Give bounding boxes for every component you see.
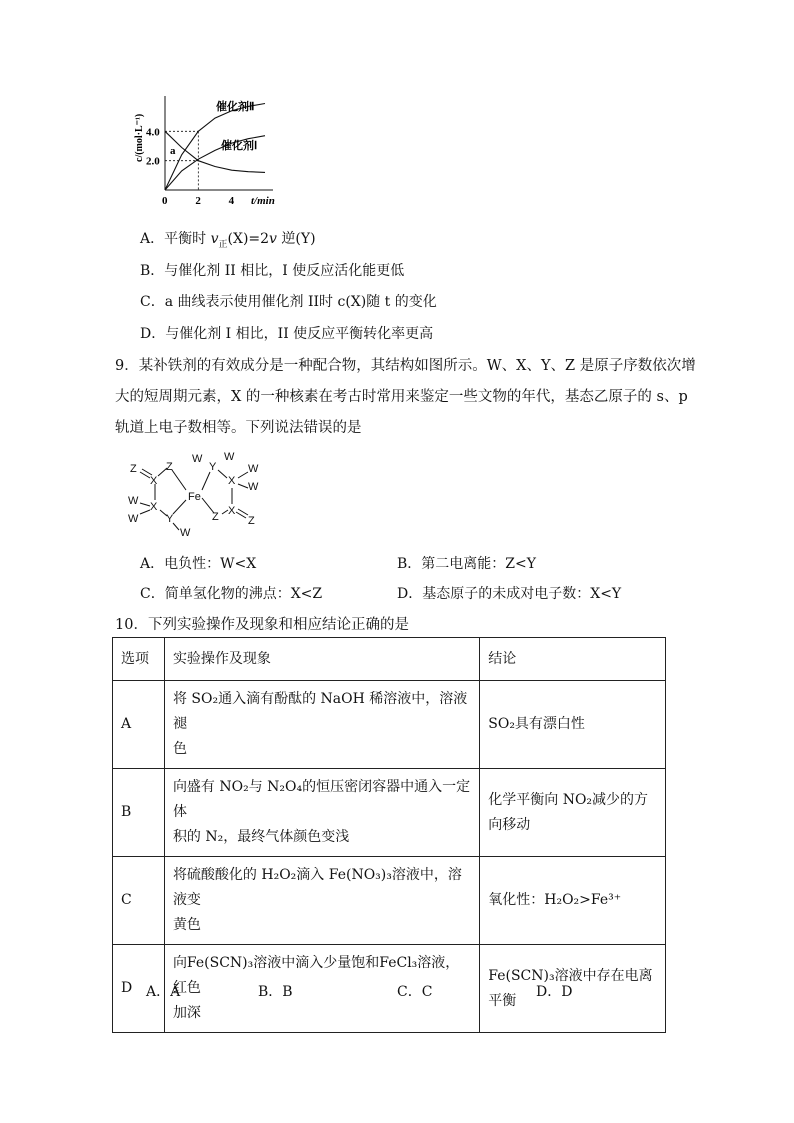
q9-option-b: B．第二电离能：Z<Y	[397, 556, 536, 572]
atom-w-7: W	[180, 527, 191, 538]
q9-option-d: D．基态原子的未成对电子数：X<Y	[397, 586, 622, 602]
atom-w-6: W	[128, 513, 139, 525]
q9-stem-line-3: 轨道上电子数相等。下列说法错误的是	[115, 420, 362, 436]
atom-z-1: Z	[130, 463, 137, 475]
q10-option-b: B．B	[258, 984, 293, 1000]
atom-y-2: Y	[166, 513, 174, 525]
q8-option-c: C．a 曲线表示使用催化剂 II时 c(X)随 t 的变化	[140, 294, 437, 310]
q9-option-a: A．电负性：W<X	[140, 556, 257, 572]
row-a-operation: 将 SO₂通入滴有酚酞的 NaOH 稀溶液中，溶液褪 色	[164, 681, 479, 769]
row-d-operation: 向Fe(SCN)₃溶液中滴入少量饱和FeCl₃溶液，红色 加深	[164, 945, 479, 1033]
row-b-conclusion: 化学平衡向 NO₂减少的方 向移动	[480, 769, 666, 857]
header-conclusion: 结论	[480, 638, 666, 681]
experiment-table	[112, 637, 666, 1033]
q10-stem: 10．下列实验操作及现象和相应结论正确的是	[115, 617, 409, 633]
chart-marks	[165, 99, 265, 190]
series-label-catalyst-1: 催化剂Ⅰ	[221, 140, 258, 152]
atom-w-3: W	[248, 463, 259, 475]
q9-stem-line-1: 9．某补铁剂的有效成分是一种配合物，其结构如图所示。W、X、Y、Z 是原子序数依次增	[115, 358, 696, 374]
row-b-operation: 向盛有 NO₂与 N₂O₄的恒压密闭容器中通入一定体 积的 N₂，最终气体颜色变浅	[164, 769, 479, 857]
atom-x-4: X	[228, 505, 236, 517]
y-tick-label: 2.0	[146, 155, 160, 168]
series-label-a: a	[170, 145, 176, 157]
row-c-option: C	[113, 857, 165, 945]
atom-z-3: Z	[212, 511, 219, 523]
row-c-operation: 将硫酸酸化的 H₂O₂滴入 Fe(NO₃)₃溶液中，溶液变 黄色	[164, 857, 479, 945]
atom-x-1: X	[150, 475, 158, 487]
table-row	[113, 857, 666, 945]
x-tick-label: 4	[228, 195, 235, 207]
row-a-option: A	[113, 681, 165, 769]
row-b-option: B	[113, 769, 165, 857]
x-tick-label: 0	[162, 195, 168, 207]
table-row	[113, 945, 666, 1033]
y-axis-label: c/(mol·L⁻¹)	[134, 113, 145, 162]
atom-w-2: W	[224, 451, 235, 463]
q9-option-c: C．简单氢化物的沸点：X<Z	[140, 586, 323, 602]
row-a-conclusion: SO₂具有漂白性	[480, 681, 666, 769]
q8-option-b: B．与催化剂 II 相比，I 使反应活化能更低	[140, 263, 405, 279]
row-d-option: D	[113, 945, 165, 1033]
q10-option-d: D．D	[536, 984, 573, 1000]
atom-z-4: Z	[248, 515, 255, 527]
header-option: 选项	[113, 638, 165, 681]
series-label-catalyst-2: 催化剂Ⅱ	[216, 101, 255, 113]
table-row	[113, 769, 666, 857]
atom-x-3: X	[150, 501, 158, 513]
atom-x-2: X	[228, 475, 236, 487]
q8-chart	[120, 92, 290, 217]
atom-w-5: W	[128, 495, 139, 507]
q10-option-a: A．A	[146, 984, 181, 1000]
q9-stem-line-2: 大的短周期元素，X 的一种核素在考古时常用来鉴定一些文物的年代，基态乙原子的 s、p	[115, 389, 688, 405]
atom-y-1: Y	[209, 461, 217, 473]
x-tick-label: 2	[195, 195, 201, 207]
atom-fe: Fe	[188, 491, 201, 503]
row-d-conclusion: Fe(SCN)₃溶液中存在电离 平衡	[480, 945, 666, 1033]
q10-option-c: C．C	[397, 984, 433, 1000]
q8-option-d: D．与催化剂 I 相比，II 使反应平衡转化率更高	[140, 326, 434, 342]
x-axis-label: t/min	[251, 195, 275, 207]
q8-option-a: A．平衡时 $v_正(X)=2v$ 逆(Y)	[140, 231, 316, 250]
iron-complex-structure	[120, 448, 280, 538]
atom-w-4: W	[248, 481, 259, 493]
header-operation: 实验操作及现象	[164, 638, 479, 681]
atom-z-2: Z	[166, 461, 173, 473]
row-c-conclusion: 氧化性：H₂O₂>Fe³⁺	[480, 857, 666, 945]
table-header-row	[113, 638, 666, 681]
atom-w-1: W	[192, 453, 203, 465]
table-row	[113, 681, 666, 769]
y-tick-label: 4.0	[146, 126, 160, 139]
